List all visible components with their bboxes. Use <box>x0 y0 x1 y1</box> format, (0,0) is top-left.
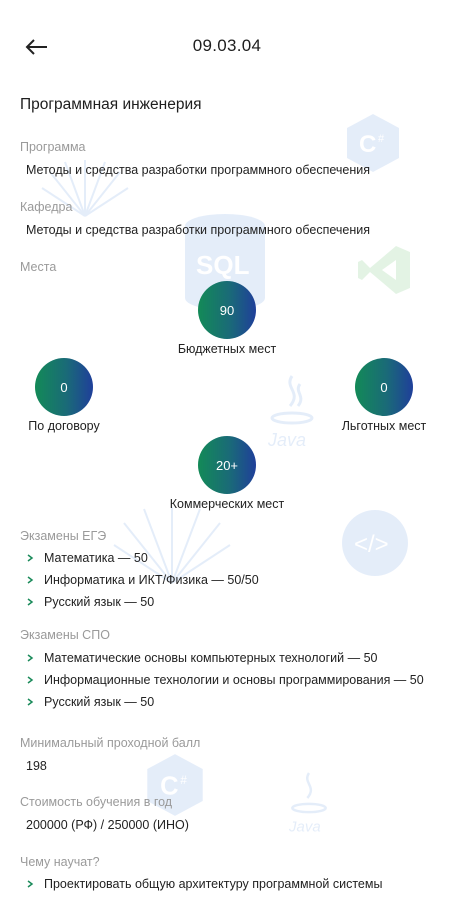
department-value: Методы и средства разработки программного обеспечения <box>26 223 371 237</box>
list-item <box>24 694 434 710</box>
page-title: 09.03.04 <box>192 36 262 55</box>
privileged-places-caption: Льготных мест <box>341 419 427 433</box>
svg-text:SQL: SQL <box>196 250 250 280</box>
ege-exams-label: Экзамены ЕГЭ <box>20 529 107 543</box>
spo-exam-text: Информационные технологии и основы программирования — 50 <box>44 673 424 687</box>
tuition-value: 200000 (РФ) / 250000 (ИНО) <box>26 818 189 832</box>
program-label: Программа <box>20 140 86 154</box>
list-item <box>24 572 434 588</box>
program-title: Программная инженерия <box>20 96 202 113</box>
ege-exam-text: Математика — 50 <box>44 551 148 565</box>
ege-exam-text: Русский язык — 50 <box>44 595 155 609</box>
contract-places-caption: По договору <box>28 419 100 433</box>
java-icon <box>262 372 322 452</box>
svg-text:C: C <box>359 131 377 158</box>
min-score-label: Минимальный проходной балл <box>20 736 201 750</box>
chevron-right-icon <box>26 880 34 888</box>
list-item <box>24 594 434 610</box>
places-label: Места <box>20 260 57 274</box>
spo-exam-text: Русский язык — 50 <box>44 695 155 709</box>
chevron-right-icon <box>26 698 34 706</box>
list-item <box>24 672 434 688</box>
chevron-right-icon <box>26 654 34 662</box>
java-icon <box>284 768 334 838</box>
spo-exams-label: Экзамены СПО <box>20 628 110 642</box>
list-item <box>24 876 434 892</box>
budget-places-caption: Бюджетных мест <box>177 342 277 356</box>
privileged-places-circle: 0 <box>355 358 413 416</box>
commercial-places-caption: Коммерческих мест <box>169 497 285 511</box>
min-score-value: 198 <box>26 759 47 773</box>
learn-item-text: Проектировать общую архитектуру программной системы <box>44 877 383 891</box>
budget-places-circle: 90 <box>198 281 256 339</box>
learn-list <box>24 876 434 898</box>
chevron-right-icon <box>26 554 34 562</box>
ege-exams-list <box>24 550 434 616</box>
svg-text:</>: </> <box>354 531 389 558</box>
learn-label: Чему научат? <box>20 855 100 869</box>
department-label: Кафедра <box>20 200 73 214</box>
tuition-label: Стоимость обучения в год <box>20 795 173 809</box>
svg-text:Java: Java <box>268 430 307 450</box>
svg-text:Java: Java <box>289 818 321 836</box>
contract-places-circle: 0 <box>35 358 93 416</box>
chevron-right-icon <box>26 576 34 584</box>
chevron-right-icon <box>26 598 34 606</box>
visual-studio-icon <box>356 242 412 298</box>
commercial-places-circle: 20+ <box>198 436 256 494</box>
chevron-right-icon <box>26 676 34 684</box>
svg-text:C: C <box>160 772 179 801</box>
app-header <box>0 0 454 92</box>
list-item <box>24 550 434 566</box>
list-item <box>24 650 434 666</box>
program-value: Методы и средства разработки программного обеспечения <box>26 163 371 177</box>
ege-exam-text: Информатика и ИКТ/Физика — 50/50 <box>44 573 259 587</box>
spo-exams-list <box>24 650 434 716</box>
spo-exam-text: Математические основы компьютерных технологий — 50 <box>44 651 378 665</box>
svg-text:#: # <box>378 133 385 145</box>
svg-text:#: # <box>180 773 187 787</box>
